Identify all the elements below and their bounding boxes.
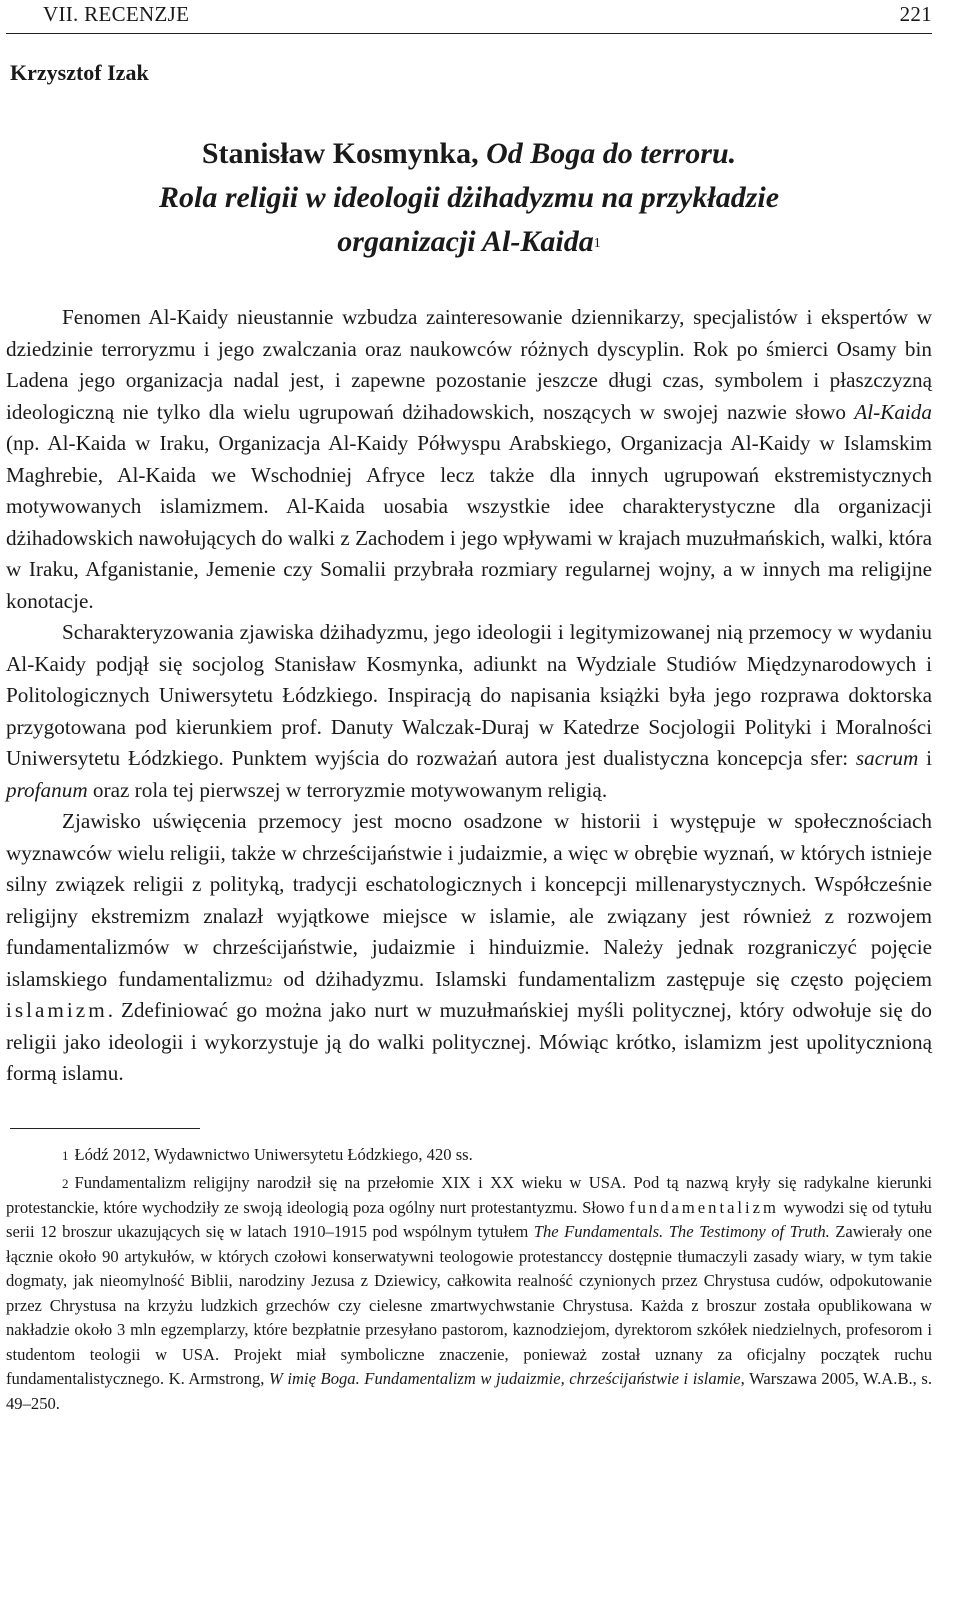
footnote-2: $^2$ Fundamentalizm religijny narodził się na przełomie XIX i XX wieku w USA. Pod tą nazwą kryły się radykalne kierunki protestanckie, które wychodziły ze swoją ideologią poza ogólny nurt protestantyzmu. Słowo fundamentalizm wywodzi się od tytułu serii 12 broszur ukazujących się w latach 1910–1915 pod wspólnym tytułem The Fundamentals. The Testimony of Truth. Zawierały one łącznie około 90 artykułów, w których czołowi konserwatywni teologowie protestanccy dostępnie tłumaczyli zasady wiary, w tym takie dogmaty, jak nieomylność Biblii, narodziny Jezusa z Dziewicy, całkowita realność czynionych przez Chrystusa cudów, odpokutowanie przez Chrystusa na krzyżu ludzkich grzechów czy cielesne zmartwychwstanie Chrystusa. Każda z broszur została opublikowana w nakładzie około 3 mln egzemplarzy, które bezpłatnie przesyłano pastorom, kaznodziejom, dyrektorom szkółek niedzielnych, profesorom i studentom teologii w USA. Projekt miał symboliczne znaczenie, ponieważ został uznany za oficjalny początek ruchu fundamentalistycznego. K. Armstrong, W imię Boga. Fundamentalizm w judaizmie, chrześcijaństwie i islamie, Warszawa 2005, W.A.B., s. 49–250. xyxy=(6,1173,933,1413)
title-line-1: Stanisław Kosmynka, Od Boga do terroru. xyxy=(201,137,737,170)
paragraph-3: Zjawisko uświęcenia przemocy jest mocno osadzone w historii i występuje w społecznościach wyznawców wielu religii, także w chrześcijaństwie i judaizmie, a więc w obrębie wyznań, w których istnieje silny związek religii z polityką, tradycji eschatologicznych i koncepcji millenarystycznych. Współcześnie religijny ekstremizm znalazł wyjątkowe miejsce w islamie, ale związany jest również z rozwojem fundamentalizmów w chrześcijaństwie, judaizmie i hinduizmie. Należy jednak rozgraniczyć pojęcie islamskiego fundamentalizmu$^2$ od dżihadyzmu. Islamski fundamentalizm zastępuje się często pojęciem islamizm. Zdefiniować go można jako nurt w muzułmańskiej myśli politycznej, który odwołuje się do religii jako ideologii i wykorzystuje ją do walki politycznej. Mówiąc krótko, islamizm jest upolitycznioną formą islamu. xyxy=(6,809,933,1085)
section-title: VII. RECENZJE xyxy=(43,2,190,26)
footnote-ref-2[interactable]: 2 xyxy=(266,974,273,989)
footnote-1: $^1$ Łódź 2012, Wydawnictwo Uniwersytetu Łódzkiego, 420 ss. xyxy=(62,1144,473,1164)
footnotes xyxy=(6,1143,932,1417)
footnote-separator xyxy=(10,1128,200,1129)
paragraph-2: Scharakteryzowania zjawiska dżihadyzmu, jego ideologii i legitymizowanej nią przemocy w wydaniu Al-Kaidy podjął się socjolog Stanisław Kosmynka, adiunkt na Wydziale Studiów Międzynarodowych i Politologicznych Uniwersytetu Łódzkiego. Inspiracją do napisania książki była jego rozprawa doktorska przygotowana pod kierunkiem prof. Danuty Walczak-Duraj w Katedrze Socjologii Polityki i Moralności Uniwersytetu Łódzkiego. Punktem wyjścia do rozważań autora jest dualistyczna koncepcja sfer: sacrum i profanum oraz rola tej pierwszej w terroryzmie motywowanym religią. xyxy=(6,620,932,802)
title-line-2: Rola religii w ideologii dżihadyzmu na przykładzie xyxy=(158,181,780,214)
footnote-ref-1[interactable]: 1 xyxy=(593,236,601,251)
paragraph-1: Fenomen Al-Kaidy nieustannie wzbudza zainteresowanie dziennikarzy, specjalistów i ekspertów w dziedzinie terroryzmu i jego zwalczania oraz naukowców różnych dyscyplin. Rok po śmierci Osamy bin Ladena jego organizacja nadal jest, i zapewne pozostanie jeszcze długi czas, symbolem i płaszczyzną ideologiczną nie tylko dla wielu ugrupowań dżihadowskich, noszących w swojej nazwie słowo Al-Kaida (np. Al-Kaida w Iraku, Organizacja Al-Kaidy Półwyspu Arabskiego, Organizacja Al-Kaidy w Islamskim Maghrebie, Al-Kaida we Wschodniej Afryce lecz także dla innych ugrupowań ekstremistycznych motywowanych islamizmem. Al-Kaida uosabia wszystkie idee charakterystyczne dla organizacji dżihadowskich nawołujących do walki z Zachodem i jego wpływami w krajach muzułmańskich, walki, która w Iraku, Afganistanie, Jemenie czy Somalii przybrała rozmiary regularnej wojny, a w innych ma religijne konotacje. xyxy=(6,305,932,613)
page-number: 221 xyxy=(899,2,932,26)
title-line-3: organizacji Al-Kaida$^1$ xyxy=(337,225,601,258)
running-header xyxy=(6,0,932,34)
review-body xyxy=(6,302,932,1090)
review-author: Krzysztof Izak xyxy=(10,60,149,85)
review-title xyxy=(6,132,932,264)
